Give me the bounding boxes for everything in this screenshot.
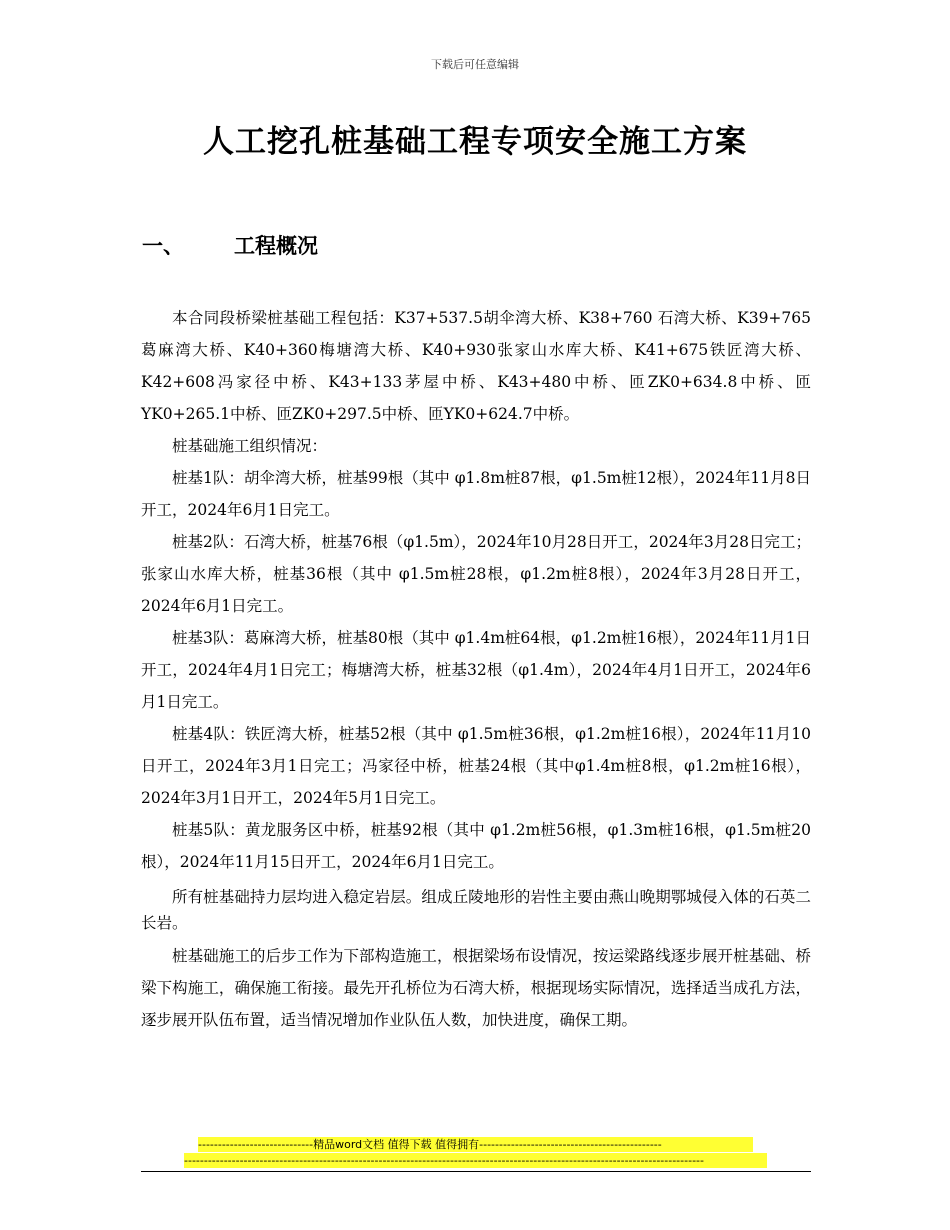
footer-line-1: -----------------------------精品word文档 值得下载 值得拥有----------------------------------------------: [198, 1137, 753, 1152]
footer-rule: [141, 1171, 811, 1172]
paragraph-sequence: 桩基础施工的后步工作为下部构造施工，根据梁场布设情况，按运梁路线逐步展开桩基础、桥梁下构施工，确保施工衔接。最先开孔桥位为石湾大桥，根据现场实际情况，选择适当成孔方法，逐步展开队伍布置，适当情况增加作业队伍人数，加快进度，确保工期。: [141, 947, 811, 1029]
paragraph-team-1: 桩基1队：胡伞湾大桥，桩基99根（其中 φ1.8m桩87根，φ1.5m桩12根），2024年11月8日开工，2024年6月1日完工。: [141, 469, 811, 519]
document-title: 人工挖孔桩基础工程专项安全施工方案: [203, 124, 747, 160]
header-note: 下载后可任意编辑: [431, 58, 519, 71]
section-title: 工程概况: [234, 234, 318, 258]
section-number: 一、: [142, 234, 184, 258]
paragraph-team-5: 桩基5队：黄龙服务区中桥，桩基92根（其中 φ1.2m桩56根，φ1.3m桩16根，φ1.5m桩20根），2024年11月15日开工，2024年6月1日完工。: [141, 821, 811, 871]
body-text: [141, 302, 811, 1036]
footer-line-2: -----------------------------------------------------------------------------------------------------------------------------------: [184, 1153, 767, 1168]
section-heading: [142, 230, 318, 260]
paragraph-team-4: 桩基4队：铁匠湾大桥，桩基52根（其中 φ1.5m桩36根，φ1.2m桩16根），2024年11月10日开工，2024年3月1日完工；冯家径中桥，桩基24根（其中φ1.4m桩8根，φ1.2m桩16根），2024年3月1日开工，2024年5月1日完工。: [141, 725, 811, 807]
paragraph-organization: 桩基础施工组织情况：: [172, 437, 328, 455]
paragraph-team-2: 桩基2队：石湾大桥，桩基76根（φ1.5m），2024年10月28日开工，2024年3月28日完工；张家山水库大桥，桩基36根（其中 φ1.5m桩28根，φ1.2m桩8根），2024年3月28日开工，2024年6月1日完工。: [141, 533, 811, 615]
paragraph-geology: 所有桩基础持力层均进入稳定岩层。组成丘陵地形的岩性主要由燕山晚期鄂城侵入体的石英二长岩。: [141, 888, 811, 932]
paragraph-overview: 本合同段桥梁桩基础工程包括：K37+537.5胡伞湾大桥、K38+760 石湾大桥、K39+765葛麻湾大桥、K40+360梅塘湾大桥、K40+930张家山水库大桥、K41+675铁匠湾大桥、K42+608冯家径中桥、K43+133茅屋中桥、K43+480中桥、匝ZK0+634.8中桥、匝YK0+265.1中桥、匝ZK0+297.5中桥、匝YK0+624.7中桥。: [141, 309, 811, 423]
paragraph-team-3: 桩基3队：葛麻湾大桥，桩基80根（其中 φ1.4m桩64根，φ1.2m桩16根），2024年11月1日开工，2024年4月1日完工；梅塘湾大桥，桩基32根（φ1.4m），2024年4月1日开工，2024年6月1日完工。: [141, 629, 811, 711]
